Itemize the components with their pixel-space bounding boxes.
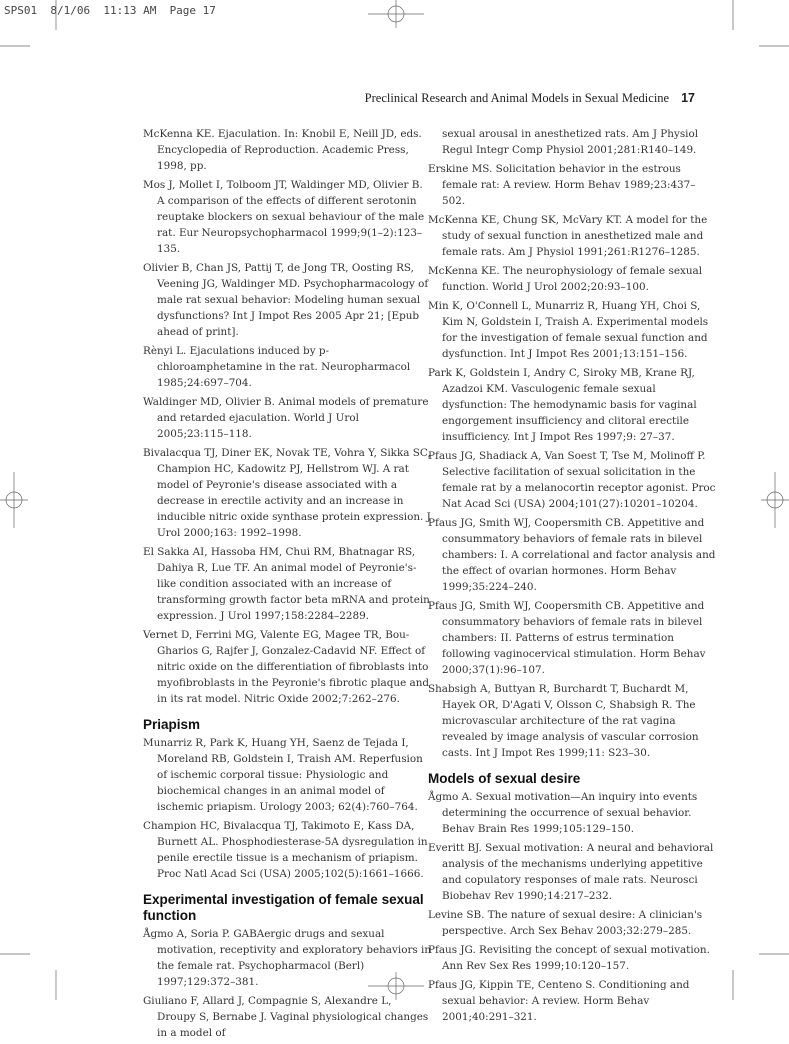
reference-entry: Olivier B, Chan JS, Pattij T, de Jong TR, Oosting RS, Veening JG, Waldinger MD. Psychopharmacology of male rat sexual behavior: Modeling human sexual dysfunctions? Int J Impot Res 2005 Apr 21; [Epub ahead of print].: [143, 262, 429, 338]
crop-mark-bottom-left-icon: [0, 950, 60, 1000]
reference-entry: McKenna KE. Ejaculation. In: Knobil E, Neill JD, eds. Encyclopedia of Reproduction. Academic Press, 1998, pp.: [143, 128, 422, 172]
top-registration-mark-icon: [368, 0, 424, 28]
crop-mark-top-right-icon: [729, 0, 789, 50]
running-header: [365, 91, 695, 106]
reference-entry: Ågmo A, Soria P. GABAergic drugs and sexual motivation, receptivity and exploratory behaviors in the female rat. Psychopharmacol (Berl) 1997;129:372–381.: [143, 928, 432, 988]
crop-mark-top-left-icon: [0, 0, 60, 50]
reference-entry: Champion HC, Bivalacqua TJ, Takimoto E, Kass DA, Burnett AL. Phosphodiesterase-5A dysregulation in penile erectile tissue is a mechanism of priapism. Proc Natl Acad Sci (USA) 2005;102(5):1661–1666.: [143, 820, 428, 880]
section-heading: Priapism: [143, 717, 201, 732]
reference-entry: El Sakka AI, Hassoba HM, Chui RM, Bhatnagar RS, Dahiya R, Lue TF. An animal model of Peyronie's-like condition associated with an increase of transforming growth factor beta mRNA and protein expression. J Urol 1997;158:2284–2289.: [143, 546, 430, 622]
reference-entry: Ågmo A. Sexual motivation—An inquiry into events determining the occurrence of sexual behavior. Behav Brain Res 1999;105:129–150.: [428, 791, 698, 835]
reference-entry: Vernet D, Ferrini MG, Valente EG, Magee TR, Bou-Gharios G, Rajfer J, Gonzalez-Cadavid NF. Effect of nitric oxide on the differentiation of fibroblasts into myofibroblasts in the Peyronie's fibrotic plaque and in its rat model. Nitric Oxide 2002;7:262–276.: [143, 629, 430, 705]
right-registration-mark-icon: [761, 472, 789, 528]
reference-entry: Waldinger MD, Olivier B. Animal models of premature and retarded ejaculation. World J Urol 2005;23:115–118.: [143, 396, 429, 440]
page-number: 17: [681, 91, 695, 105]
crop-mark-bottom-right-icon: [729, 950, 789, 1000]
reference-entry: Erskine MS. Solicitation behavior in the estrous female rat: A review. Horm Behav 1989;23:437–502.: [428, 163, 696, 207]
right-column: [428, 126, 718, 1028]
reference-entry: Min K, O'Connell L, Munarriz R, Huang YH, Choi S, Kim N, Goldstein I, Traish A. Experimental models for the investigation of female sexual function and dysfunction. Int J Impot Res 2001;13:151–156.: [428, 300, 709, 360]
running-header-title: Preclinical Research and Animal Models in Sexual Medicine: [364, 91, 670, 105]
reference-entry: Park K, Goldstein I, Andry C, Siroky MB, Krane RJ, Azadzoi KM. Vasculogenic female sexual dysfunction: The hemodynamic basis for vaginal engorgement insufficiency and clitoral erectile insufficiency. Int J Impot Res 1997;9: 27–37.: [428, 367, 697, 443]
reference-entry: Pfaus JG, Shadiack A, Van Soest T, Tse M, Molinoff P. Selective facilitation of sexual solicitation in the female rat by a melanocortin receptor agonist. Proc Nat Acad Sci (USA) 2004;101(27):10201–10204.: [428, 450, 716, 510]
reference-entry: Pfaus JG, Smith WJ, Coopersmith CB. Appetitive and consummatory behaviors of female rats in bilevel chambers: I. A correlational and factor analysis and the effect of ovarian hormones. Horm Behav 1999;35:224–240.: [428, 517, 716, 593]
reference-entry: sexual arousal in anesthetized rats. Am J Physiol Regul Integr Comp Physiol 2001;281:R140–149.: [442, 128, 699, 156]
reference-entry: Rènyi L. Ejaculations induced by p-chloroamphetamine in the rat. Neuropharmacol 1985;24:697–704.: [143, 345, 411, 389]
reference-entry: Levine SB. The nature of sexual desire: A clinician's perspective. Arch Sex Behav 2003;32:279–285.: [428, 909, 703, 937]
section-heading: Experimental investigation of female sexual function: [143, 892, 424, 923]
reference-entry: Pfaus JG, Smith WJ, Coopersmith CB. Appetitive and consummatory behaviors of female rats in bilevel chambers: II. Patterns of estrus termination following vaginocervical stimulation. Horm Behav 2000;37(1):96–107.: [428, 600, 706, 676]
reference-entry: McKenna KE, Chung SK, McVary KT. A model for the study of sexual function in anesthetized male and female rats. Am J Physiol 1991;261:R1276–1285.: [428, 214, 708, 258]
reference-entry: Shabsigh A, Buttyan R, Burchardt T, Buchardt M, Hayek OR, D'Agati V, Olsson C, Shabsigh R. The microvascular architecture of the rat vagina revealed by image analysis of vascular corrosion casts. Int J Impot Res 1999;11: S23–30.: [428, 683, 699, 759]
reference-entry: Everitt BJ. Sexual motivation: A neural and behavioral analysis of the mechanisms underlying appetitive and copulatory responses of male rats. Neurosci Biobehav Rev 1990;14:217–232.: [428, 842, 714, 902]
left-registration-mark-icon: [0, 472, 28, 528]
reference-entry: Bivalacqua TJ, Diner EK, Novak TE, Vohra Y, Sikka SC, Champion HC, Kadowitz PJ, Hellstrom WJ. A rat model of Peyronie's disease associated with a decrease in erectile activity and an increase in inducible nitric oxide synthase protein expression. J Urol 2000;163: 1992–1998.: [143, 447, 431, 539]
reference-entry: Pfaus JG, Kippin TE, Centeno S. Conditioning and sexual behavior: A review. Horm Behav 2001;40:291–321.: [428, 979, 690, 1023]
left-column: [143, 126, 433, 1044]
print-slug: SPS01 8/1/06 11:13 AM Page 17: [4, 4, 216, 17]
reference-entry: Giuliano F, Allard J, Compagnie S, Alexandre L, Droupy S, Bernabe J. Vaginal physiological changes in a model of: [143, 995, 429, 1039]
reference-entry: McKenna KE. The neurophysiology of female sexual function. World J Urol 2002;20:93–100.: [428, 265, 703, 293]
reference-entry: Munarriz R, Park K, Huang YH, Saenz de Tejada I, Moreland RB, Goldstein I, Traish AM. Reperfusion of ischemic corporal tissue: Physiologic and biochemical changes in an animal model of ischemic priapism. Urology 2003; 62(4):760–764.: [143, 737, 423, 813]
reference-entry: Pfaus JG. Revisiting the concept of sexual motivation. Ann Rev Sex Res 1999;10:120–157.: [428, 944, 710, 972]
section-heading: Models of sexual desire: [428, 771, 581, 786]
reference-entry: Mos J, Mollet I, Tolboom JT, Waldinger MD, Olivier B. A comparison of the effects of different serotonin reuptake blockers on sexual behaviour of the male rat. Eur Neuropsychopharmacol 1999;9(1–2):123–135.: [143, 179, 425, 255]
